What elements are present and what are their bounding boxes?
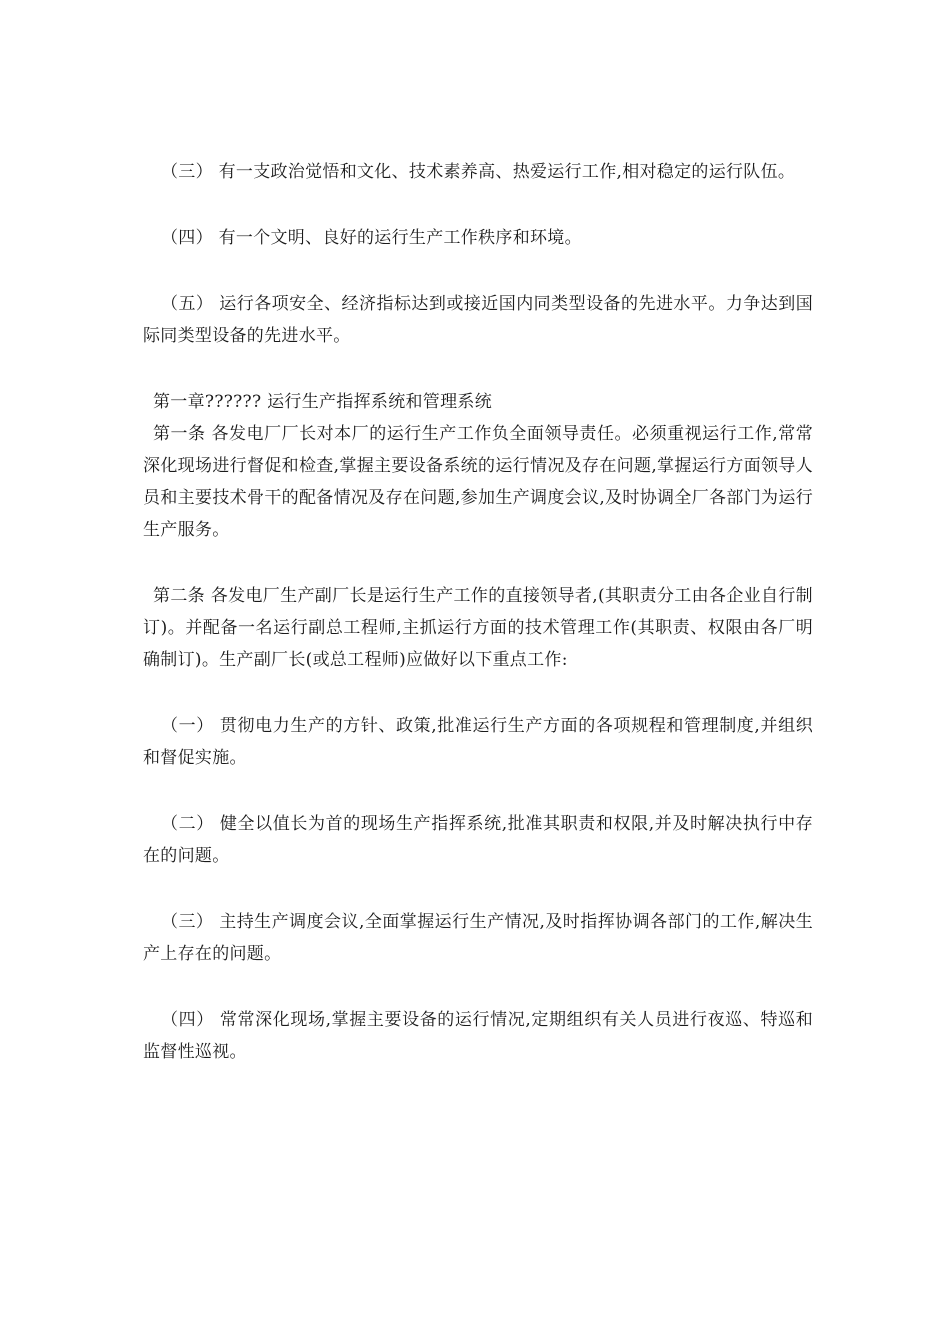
paragraph-item-4: （四） 有一个文明、良好的运行生产工作秩序和环境。 bbox=[161, 228, 582, 248]
article-2: 第二条 各发电厂生产副厂长是运行生产工作的直接领导者,(其职责分工由各企业自行制订)。并配备一名运行副总工程师,主抓运行方面的技术管理工作(其职责、权限由各厂明确制订)。生产副厂长(或总工程师)应做好以下重点工作: bbox=[143, 586, 813, 670]
document-page bbox=[143, 156, 813, 1102]
sub-item-3: （三） 主持生产调度会议,全面掌握运行生产情况,及时指挥协调各部门的工作,解决生产上存在的问题。 bbox=[143, 912, 813, 964]
sub-item-4: （四） 常常深化现场,掌握主要设备的运行情况,定期组织有关人员进行夜巡、特巡和监督性巡视。 bbox=[143, 1010, 813, 1062]
chapter-heading: 第一章?????? 运行生产指挥系统和管理系统 bbox=[153, 392, 492, 412]
article-1: 第一条 各发电厂厂长对本厂的运行生产工作负全面领导责任。必须重视运行工作,常常深化现场进行督促和检查,掌握主要设备系统的运行情况及存在问题,掌握运行方面领导人员和主要技术骨干的配备情况及存在问题,参加生产调度会议,及时协调全厂各部门为运行生产服务。 bbox=[143, 424, 813, 540]
sub-item-1: （一） 贯彻电力生产的方针、政策,批准运行生产方面的各项规程和管理制度,并组织和督促实施。 bbox=[143, 716, 813, 768]
paragraph-item-3: （三） 有一支政治觉悟和文化、技术素养高、热爱运行工作,相对稳定的运行队伍。 bbox=[161, 162, 796, 182]
paragraph-item-5: （五） 运行各项安全、经济指标达到或接近国内同类型设备的先进水平。力争达到国际同类型设备的先进水平。 bbox=[143, 294, 813, 346]
sub-item-2: （二） 健全以值长为首的现场生产指挥系统,批准其职责和权限,并及时解决执行中存在的问题。 bbox=[143, 814, 813, 866]
